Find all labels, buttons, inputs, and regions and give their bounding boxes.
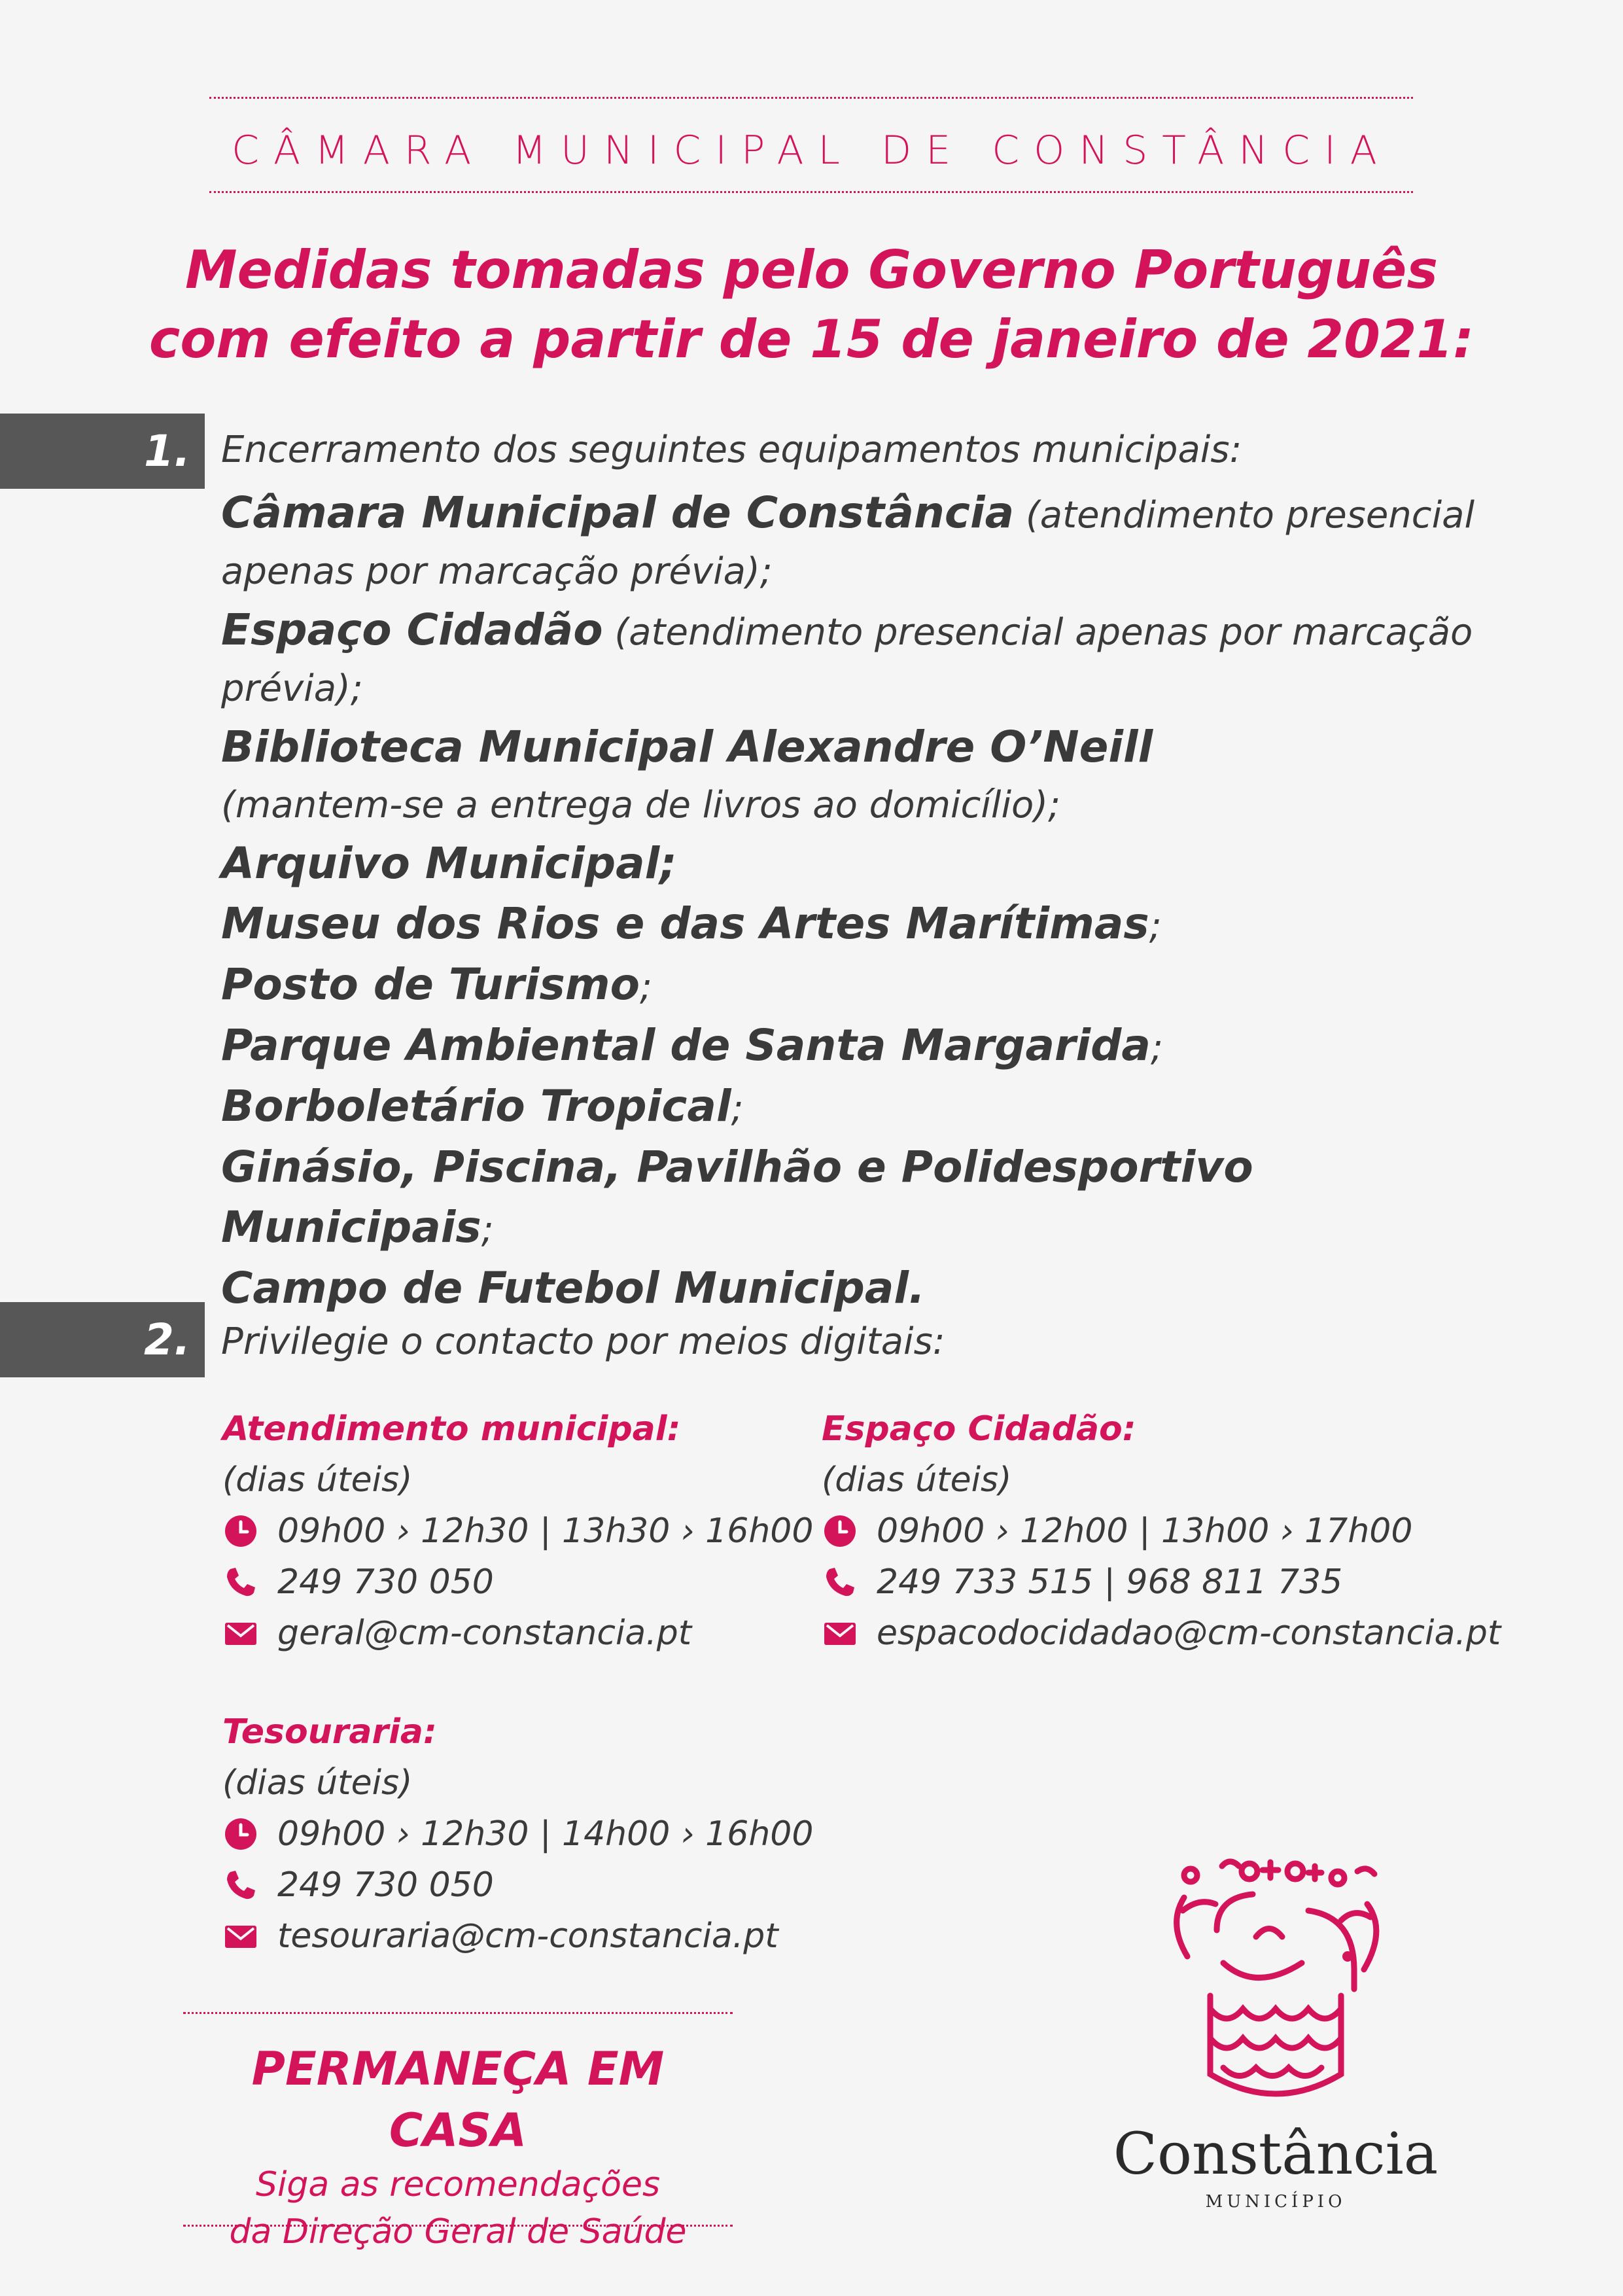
contact-email-row xyxy=(822,1608,1501,1659)
mermaid-emblem-icon xyxy=(1099,1852,1452,2113)
facility-note-line-2: (mantem-se a entrega de livros ao domicílio); xyxy=(221,784,1061,826)
facility-note: (atendimento presencial xyxy=(1014,494,1475,537)
contact-atendimento-municipal xyxy=(222,1404,813,1659)
contact-hours-row xyxy=(222,1506,813,1557)
contact-email[interactable]: espacodocidadao@cm-constancia.pt xyxy=(877,1614,1501,1653)
facility-note: (atendimento presencial apenas por marcação xyxy=(602,611,1473,654)
list-item xyxy=(221,955,1516,1016)
list-item xyxy=(221,1137,1516,1258)
facility-name: Câmara Municipal de Constância xyxy=(221,487,1015,538)
clock-icon xyxy=(222,1816,259,1852)
facility-note: ; xyxy=(1150,1027,1163,1069)
facility-name: Posto de Turismo xyxy=(221,959,640,1010)
facility-note-line-2: apenas por marcação prévia); xyxy=(221,550,773,593)
stay-home-block xyxy=(183,2038,733,2255)
contact-email[interactable]: tesouraria@cm-constancia.pt xyxy=(277,1916,778,1956)
health-advice-line-1: Siga as recomendações xyxy=(255,2165,661,2204)
page-title-line-1: Medidas tomadas pelo Governo Português xyxy=(185,239,1438,300)
municipality-logo xyxy=(1099,1852,1452,2225)
list-item xyxy=(221,834,1516,894)
contact-email-row xyxy=(222,1608,813,1659)
contact-espaco-cidadao xyxy=(822,1404,1501,1659)
contact-phone-row xyxy=(222,1557,813,1608)
health-advice-line-2: da Direção Geral de Saúde xyxy=(229,2212,687,2252)
contact-days: (dias úteis) xyxy=(822,1460,1012,1500)
mail-icon xyxy=(222,1615,259,1651)
contact-title: Espaço Cidadão: xyxy=(822,1409,1136,1449)
list-item xyxy=(221,894,1516,955)
phone-icon xyxy=(222,1564,259,1600)
contact-hours: 09h00 › 12h00 | 13h00 › 17h00 xyxy=(877,1511,1413,1551)
contact-hours-row xyxy=(822,1506,1501,1557)
section-2-intro: Privilegie o contacto por meios digitais: xyxy=(221,1320,945,1363)
facility-name: Borboletário Tropical xyxy=(221,1081,731,1131)
facility-name: Espaço Cidadão xyxy=(221,605,603,655)
facility-note: ; xyxy=(1149,905,1162,947)
contact-title: Atendimento municipal: xyxy=(222,1409,681,1449)
contact-phone-row xyxy=(822,1557,1501,1608)
facility-note: ; xyxy=(639,966,652,1008)
organization-name: CÂMARA MUNICIPAL DE CONSTÂNCIA xyxy=(232,128,1391,173)
phone-icon xyxy=(822,1564,858,1600)
list-item xyxy=(221,1076,1516,1137)
logo-wordmark: Constância xyxy=(1113,2120,1439,2187)
phone-icon xyxy=(222,1867,259,1903)
page-title xyxy=(0,236,1623,374)
contact-email[interactable]: geral@cm-constancia.pt xyxy=(277,1614,692,1653)
contact-phone[interactable]: 249 730 050 xyxy=(277,1865,494,1905)
top-divider-1 xyxy=(209,97,1413,99)
facility-name: Biblioteca Municipal Alexandre O’Neill xyxy=(221,722,1153,772)
facility-name: Ginásio, Piscina, Pavilhão e Polidesportivo Municipais xyxy=(221,1142,1253,1252)
clock-icon xyxy=(222,1513,259,1549)
facility-name: Campo de Futebol Municipal. xyxy=(221,1263,926,1313)
top-divider-2 xyxy=(209,191,1413,193)
contact-hours: 09h00 › 12h30 | 13h30 › 16h00 xyxy=(277,1511,814,1551)
clock-icon xyxy=(822,1513,858,1549)
facility-name: Museu dos Rios e das Artes Marítimas xyxy=(221,898,1149,949)
facility-name: Parque Ambiental de Santa Margarida xyxy=(221,1020,1151,1070)
list-item xyxy=(221,1258,1516,1318)
section-2-number: 2. xyxy=(0,1302,205,1377)
contact-phone-row xyxy=(222,1860,813,1911)
logo-subtitle: MUNICÍPIO xyxy=(1205,2192,1346,2212)
contact-hours: 09h00 › 12h30 | 14h00 › 16h00 xyxy=(277,1814,814,1854)
contact-days: (dias úteis) xyxy=(222,1763,413,1803)
contact-phone[interactable]: 249 730 050 xyxy=(277,1563,494,1602)
list-item xyxy=(221,600,1516,717)
contact-days: (dias úteis) xyxy=(222,1460,413,1500)
contact-phone[interactable]: 249 733 515 | 968 811 735 xyxy=(877,1563,1343,1602)
mail-icon xyxy=(222,1918,259,1954)
section-1-number: 1. xyxy=(0,414,205,489)
contact-title: Tesouraria: xyxy=(222,1712,437,1752)
facility-note: ; xyxy=(481,1209,494,1251)
contact-tesouraria xyxy=(222,1706,813,1962)
contact-hours-row xyxy=(222,1809,813,1860)
footer-divider-top xyxy=(183,2012,733,2014)
closed-facilities-list xyxy=(221,483,1516,1318)
contact-email-row xyxy=(222,1911,813,1962)
footer-divider-bottom xyxy=(183,2225,733,2227)
section-1-intro: Encerramento dos seguintes equipamentos municipais: xyxy=(221,429,1242,471)
list-item xyxy=(221,717,1516,834)
page-title-line-2: com efeito a partir de 15 de janeiro de 2021: xyxy=(148,309,1475,370)
stay-home-title: PERMANEÇA EM CASA xyxy=(251,2042,665,2157)
list-item xyxy=(221,483,1516,600)
mail-icon xyxy=(822,1615,858,1651)
facility-note: ; xyxy=(731,1087,744,1130)
list-item xyxy=(221,1016,1516,1076)
facility-note-line-2: prévia); xyxy=(221,667,363,710)
facility-name: Arquivo Municipal; xyxy=(221,838,677,889)
